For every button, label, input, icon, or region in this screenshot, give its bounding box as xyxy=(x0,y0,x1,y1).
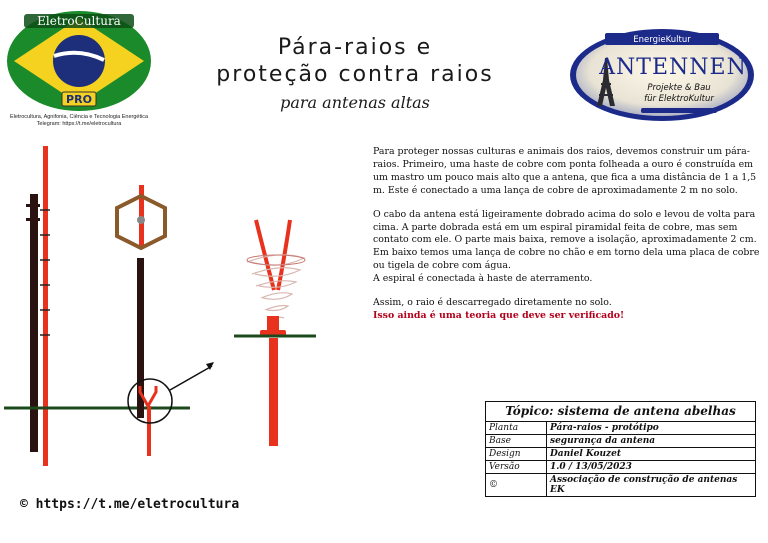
page-subtitle: para antenas altas xyxy=(280,93,430,112)
logo-tagline xyxy=(6,114,152,128)
eletrocultura-logo xyxy=(6,10,152,138)
logo-brand-text: EletroCultura xyxy=(37,14,121,28)
info-table-header: Tópico: sistema de antena abelhas xyxy=(486,402,756,422)
brazil-flag-logo-icon xyxy=(6,10,152,112)
table-value: segurança da antena xyxy=(547,435,756,448)
table-row xyxy=(486,435,756,448)
logo-badge-text: PRO xyxy=(66,93,92,106)
table-key: Design xyxy=(486,448,547,461)
table-row xyxy=(486,448,756,461)
logo-top-text: EnergieKultur xyxy=(633,35,691,45)
table-value: Pára-raios - protótipo xyxy=(547,422,756,435)
table-key: Base xyxy=(486,435,547,448)
table-value: 1.0 / 13/05/2023 xyxy=(547,461,756,474)
paragraph-2b: A espiral é conectada à haste de aterramento. xyxy=(373,273,593,285)
page-title-line1: Pára-raios e xyxy=(277,35,433,60)
paragraph-1: Para proteger nossas culturas e animais dos raios, devemos construir um pára-raios. Primeiro, uma haste de cobre com ponta folheada a ouro é construída em um mastro um pouco mais alto que a antena, que fica a uma distância de 1 a 1,5 m. Este é conectado a uma lança de cobre de aproximadamente 2 m no solo. xyxy=(373,146,757,196)
logo-tagline-1: Eletrocultura, Agnifonia, Ciência e Tecnologia Energética xyxy=(9,114,149,120)
energiekultur-antennen-logo xyxy=(569,28,755,122)
table-value: Associação de construção de antenas EK xyxy=(547,474,756,497)
paragraph-2: O cabo da antena está ligeiramente dobrado acima do solo e levou de volta para cima. A parte dobrada está em um espiral piramidal feita de cobre, mas sem contato com ele. O parte mais baixa, remove a isolação, aproximadamente 2 cm. Em baixo temos uma lança de cobre no chão e em torno dela uma placa de cobre ou tigela de cobre com água. xyxy=(373,208,760,272)
hexagon-antenna xyxy=(117,185,214,456)
antennen-logo-icon xyxy=(569,28,755,122)
antenna-mast-left xyxy=(26,194,40,452)
info-table xyxy=(485,401,756,497)
logo-main-text: ANTENNEN xyxy=(599,55,747,80)
table-row xyxy=(486,461,756,474)
description-text xyxy=(373,146,763,334)
warning-text: Isso ainda é uma teoria que deve ser verificado! xyxy=(373,309,625,321)
pyramidal-spiral-detail xyxy=(234,220,316,446)
telegram-link[interactable]: © https://t.me/eletrocultura xyxy=(20,497,240,512)
copper-lightning-rod-left xyxy=(40,146,50,466)
logo-tagline-2: Telegram: https://t.me/eletrocultura xyxy=(36,121,122,127)
page-title-block xyxy=(190,34,520,114)
table-key: © xyxy=(486,474,547,497)
paragraph-3: Assim, o raio é descarregado diretamente no solo. xyxy=(373,297,612,309)
table-row xyxy=(486,474,756,497)
table-key: Versão xyxy=(486,461,547,474)
table-row xyxy=(486,422,756,435)
lightning-rod-diagram xyxy=(0,140,360,470)
table-key: Planta xyxy=(486,422,547,435)
page-title-line2: proteção contra raios xyxy=(216,62,494,87)
logo-sub1-text: Projekte & Bau xyxy=(647,83,711,93)
table-value: Daniel Kouzet xyxy=(547,448,756,461)
logo-sub2-text: für ElektroKultur xyxy=(644,94,714,104)
